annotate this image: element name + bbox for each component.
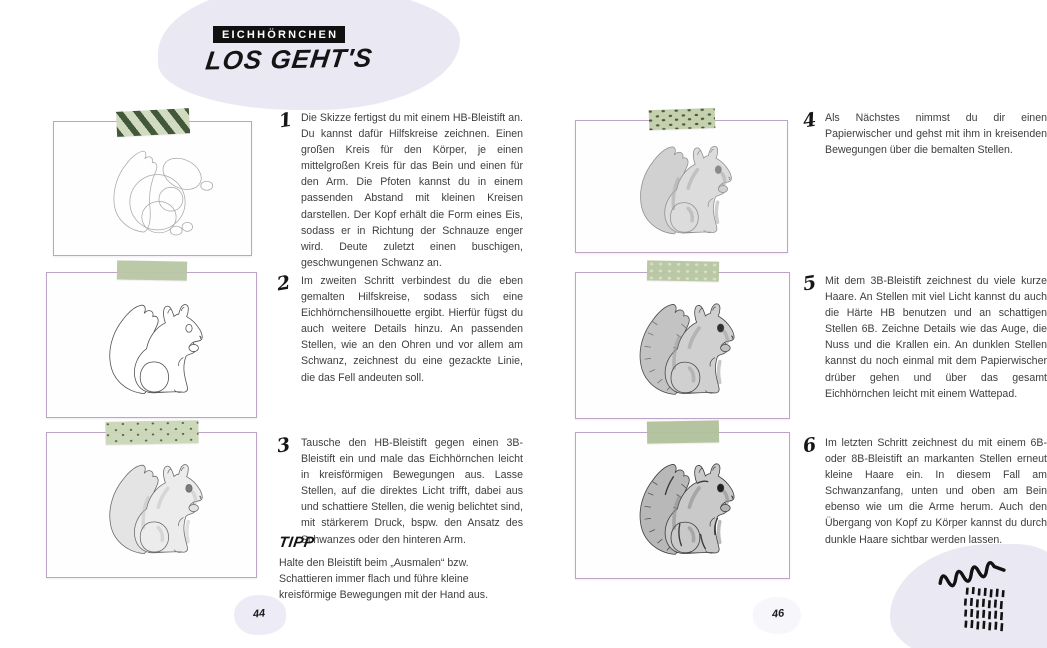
step-text-2: Im zweiten Schritt verbindest du die eben gemalten Hilfskreise, sodass sich eine Eichhörnchensilhouette ergibt. Hierfür fügst du auch weitere Details hinzu. An passenden Stellen, wie an den Ohren und vor allem am Schwanz, zeichnest du eine gezackte Linie, die das Fell andeuten soll. <box>301 275 523 384</box>
tip-text: Halte den Bleistift beim „Ausmalen“ bzw. Schattieren immer flach und führe kleine kreisförmige Bewegungen mit der Hand aus. <box>279 557 489 602</box>
step-number-2: 2 <box>275 271 292 296</box>
washi-tape-dots <box>648 108 715 130</box>
squirrel-smudged-shading <box>604 131 760 247</box>
step-text-4: Als Nächstes nimmst du dir einen Papierwischer und gehst mit ihm in kreisenden Bewegungen über die bemalten Stellen. <box>825 112 1047 157</box>
page-number-right: 46 <box>771 607 785 621</box>
figure-frame <box>46 432 257 578</box>
washi-tape-striped <box>115 108 189 137</box>
washi-tape-solid <box>646 420 718 443</box>
figure-frame <box>575 432 790 579</box>
figure-frame <box>575 272 790 419</box>
figure-step-5 <box>575 272 790 419</box>
figure-step-4 <box>575 120 788 253</box>
hatch-marks-icon <box>962 585 1011 632</box>
step-text-5: Mit dem 3B-Bleistift zeichnest du viele kurze Haare. An Stellen mit viel Licht kannst du auch die Härte HB benutzen und an schattigen Stellen 6B. Zeichne Details wie das Auge, die Nuss und die Krallen ein. An dunklen Stellen kannst du noch einmal mit dem Papierwischer drüber gehen und über das gesamt Eichhörnchen leicht mit einem Wattepad. <box>825 275 1047 400</box>
squirrel-light-shading <box>73 449 231 567</box>
squirrel-line-drawing <box>73 289 231 407</box>
step-number-1: 1 <box>277 108 294 133</box>
section-badge: EICHHÖRNCHEN <box>213 26 345 43</box>
figure-frame <box>53 121 252 256</box>
step-number-6: 6 <box>801 433 818 458</box>
step-text-6: Im letzten Schritt zeichnest du mit einem 6B- oder 8B-Bleistift an markanten Stellen erneut kleine Haare ein. In diesem Fall am Schwanzanfang, unten und oben am Bein ebenso wie um die Arme herum. Auch den Übergang von Kopf zu Körper kannst du durch dunkle Haare sichtbar werden lassen. <box>825 437 1047 546</box>
page-title: LOS GEHT'S <box>204 42 375 76</box>
figure-step-1 <box>53 121 252 256</box>
step-text-3: Tausche den HB-Bleistift gegen einen 3B-Bleistift ein und male das Eichhörnchen leicht in kreisförmigen Bewegungen aus. Lasse Stellen, auf die direktes Licht trifft, dabei aus und schattiere Stellen, die wenig belichtet sind, mit stärkerem Druck, bspw. den Ansatz des Schwanzes oder den hinteren Arm. <box>301 437 523 546</box>
washi-tape-mottled <box>646 260 718 281</box>
tip-heading: TIPP <box>277 534 316 551</box>
figure-frame <box>46 272 257 418</box>
figure-step-3 <box>46 432 257 578</box>
page-number-left: 44 <box>252 607 266 621</box>
squirrel-construction-sketch <box>78 135 228 247</box>
squirrel-detailed-hairs <box>603 288 763 408</box>
step-number-3: 3 <box>275 433 292 458</box>
step-number-4: 4 <box>801 108 818 133</box>
figure-step-2 <box>46 272 257 418</box>
squirrel-final-drawing <box>603 448 763 568</box>
figure-step-6 <box>575 432 790 579</box>
step-text-1: Die Skizze fertigst du mit einem HB-Bleistift an. Du kannst dafür Hilfskreise zeichnen. Einen großen Kreis für den Körper, je einen mittelgroßen Kreis für das Bein und einen für den Arm. Die Pfoten kannst du in einem passenden Abstand mit kleinen Kreisen darstellen. Der Kopf erhält die Form eines Eis, sodass er in Richtung der Schnauze enger wird. Deute zuletzt einen buschigen, geschwungenen Schwanz an. <box>301 112 523 269</box>
figure-frame <box>575 120 788 253</box>
washi-tape-solid <box>116 260 186 280</box>
step-number-5: 5 <box>801 271 818 296</box>
washi-tape-hearts <box>105 420 198 445</box>
